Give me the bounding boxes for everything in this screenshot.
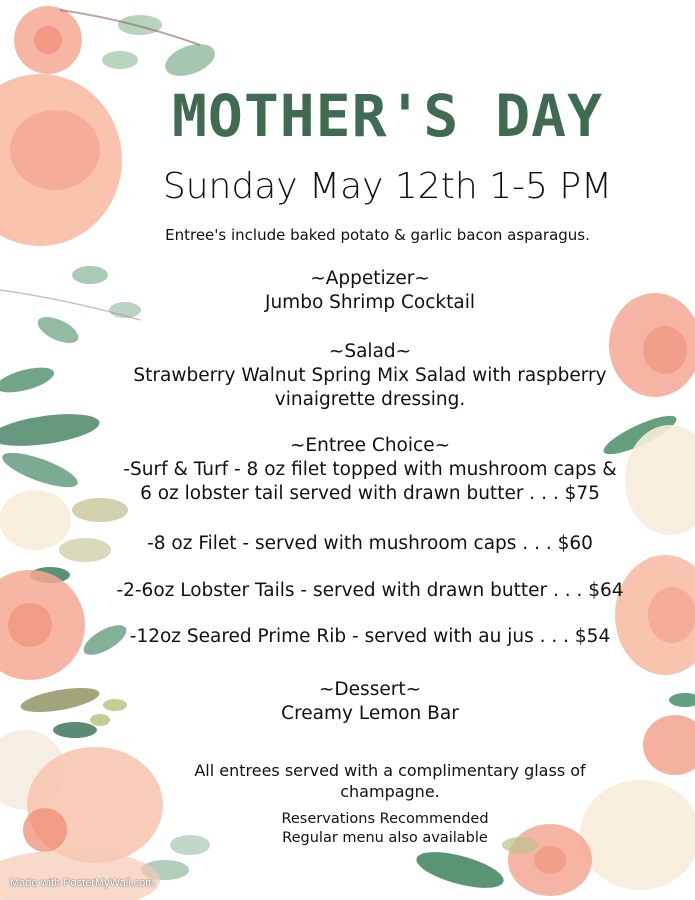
event-date-time: Sunday May 12th 1-5 PM <box>162 166 613 207</box>
menu-item: -Surf & Turf - 8 oz filet topped with mushroom caps & <box>123 459 617 480</box>
green-leaf <box>170 835 210 855</box>
menu-item: vinaigrette dressing. <box>274 389 466 410</box>
reservation-info <box>250 810 520 848</box>
regular-menu-note: Regular menu also available <box>282 830 488 846</box>
note-line: champagne. <box>340 782 440 801</box>
green-leaf <box>0 363 57 398</box>
dessert-section <box>110 678 630 726</box>
entree-section <box>110 434 630 506</box>
green-leaf <box>34 312 82 349</box>
green-leaf <box>669 693 695 707</box>
cream-rose <box>0 490 71 550</box>
cream-rose <box>580 780 695 890</box>
green-leaf <box>90 714 110 726</box>
green-leaf <box>413 845 507 895</box>
reservations-note: Reservations Recommended <box>281 811 489 827</box>
green-leaf <box>118 15 162 35</box>
menu-item: Strawberry Walnut Spring Mix Salad with raspberry <box>133 365 607 386</box>
peach-rose-center <box>34 26 62 54</box>
peach-rose <box>23 808 67 852</box>
green-leaf <box>53 722 97 738</box>
appetizer-section <box>110 267 630 315</box>
menu-item: Jumbo Shrimp Cocktail <box>265 292 475 313</box>
section-heading: ~Entree Choice~ <box>289 435 451 456</box>
watermark: Made with PosterMyWall.com <box>10 877 155 889</box>
green-leaf <box>72 266 108 284</box>
green-leaf <box>59 538 111 562</box>
section-heading: ~Dessert~ <box>318 679 422 700</box>
menu-item: 6 oz lobster tail served with drawn butter . . . $75 <box>140 483 600 504</box>
entree-prime-rib: -12oz Seared Prime Rib - served with au jus . . . $54 <box>129 626 611 647</box>
green-leaf <box>102 51 138 69</box>
menu-item: Creamy Lemon Bar <box>281 703 459 724</box>
note-line: All entrees served with a complimentary glass of <box>194 761 586 780</box>
peach-rose <box>643 715 695 775</box>
champagne-note <box>190 760 590 802</box>
entree-filet: -8 oz Filet - served with mushroom caps . . . $60 <box>147 533 593 554</box>
green-leaf <box>19 683 101 717</box>
entree-lobster-tails: -2-6oz Lobster Tails - served with drawn butter . . . $64 <box>116 580 624 601</box>
sides-note: Entree's include baked potato & garlic bacon asparagus. <box>165 226 590 244</box>
section-heading: ~Salad~ <box>328 341 412 362</box>
green-leaf <box>0 446 81 494</box>
section-heading: ~Appetizer~ <box>310 268 430 289</box>
salad-section <box>110 340 630 412</box>
green-leaf <box>0 408 101 451</box>
green-leaf <box>161 38 219 82</box>
poster-title: MOTHER'S DAY <box>171 82 604 150</box>
